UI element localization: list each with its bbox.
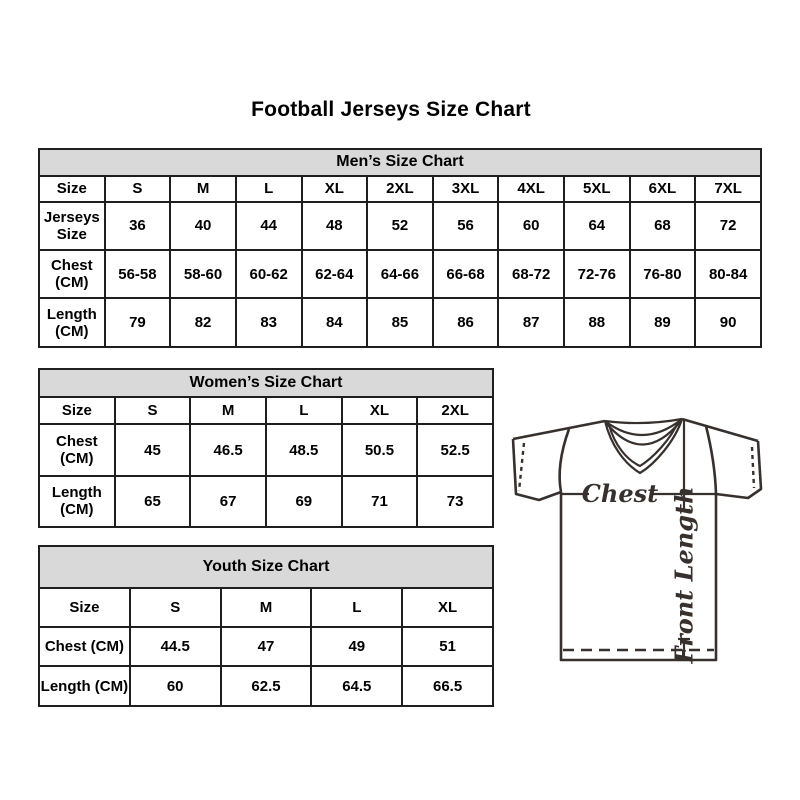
value-cell: 36 <box>105 202 171 250</box>
value-cell: 64-66 <box>367 250 433 298</box>
value-cell: 88 <box>564 298 630 347</box>
chest-label: Chest <box>581 479 659 508</box>
header-cell: M <box>190 397 266 424</box>
header-cell: Length (CM) <box>39 666 130 706</box>
value-cell: 87 <box>498 298 564 347</box>
header-cell: S <box>115 397 191 424</box>
womens-size-chart-section <box>38 368 494 528</box>
table-title-row <box>39 149 761 176</box>
value-cell: 79 <box>105 298 171 347</box>
header-cell: Chest (CM) <box>39 424 115 475</box>
jersey-right-shoulder <box>682 419 758 441</box>
value-cell: 89 <box>630 298 696 347</box>
value-cell: 51 <box>402 627 493 666</box>
header-cell: Jerseys Size <box>39 202 105 250</box>
header-cell: S <box>130 588 221 627</box>
value-cell: 65 <box>115 476 191 527</box>
value-cell: 60-62 <box>236 250 302 298</box>
value-cell: 45 <box>115 424 191 475</box>
value-cell: 44.5 <box>130 627 221 666</box>
value-cell: 62-64 <box>302 250 368 298</box>
header-cell: Size <box>39 176 105 202</box>
value-cell: 72 <box>695 202 761 250</box>
value-cell: 82 <box>170 298 236 347</box>
table-row <box>39 176 761 202</box>
header-cell: L <box>311 588 402 627</box>
jersey-right-sleeve <box>716 441 761 498</box>
table-row <box>39 298 761 347</box>
jersey-right-cuff-dashed-line <box>752 447 754 488</box>
value-cell: 58-60 <box>170 250 236 298</box>
header-cell: XL <box>402 588 493 627</box>
value-cell: 47 <box>221 627 312 666</box>
value-cell: 84 <box>302 298 368 347</box>
value-cell: 66.5 <box>402 666 493 706</box>
womens-size-table <box>38 368 494 528</box>
jersey-collar-top-edge <box>605 419 682 423</box>
youth-size-chart-section <box>38 545 494 707</box>
header-cell: 4XL <box>498 176 564 202</box>
header-cell: 5XL <box>564 176 630 202</box>
table-row <box>39 666 493 706</box>
value-cell: 72-76 <box>564 250 630 298</box>
value-cell: 44 <box>236 202 302 250</box>
value-cell: 62.5 <box>221 666 312 706</box>
header-cell: 3XL <box>433 176 499 202</box>
value-cell: 56-58 <box>105 250 171 298</box>
jersey-left-armhole <box>560 429 569 492</box>
jersey-measurement-diagram <box>503 410 771 666</box>
table-row <box>39 588 493 627</box>
table-title-row <box>39 369 493 397</box>
header-cell: XL <box>302 176 368 202</box>
header-cell: L <box>236 176 302 202</box>
value-cell: 76-80 <box>630 250 696 298</box>
value-cell: 49 <box>311 627 402 666</box>
jersey-right-armhole <box>706 426 716 494</box>
header-cell: Length (CM) <box>39 476 115 527</box>
value-cell: 68 <box>630 202 696 250</box>
header-cell: Size <box>39 588 130 627</box>
value-cell: 52 <box>367 202 433 250</box>
value-cell: 80-84 <box>695 250 761 298</box>
header-cell: M <box>221 588 312 627</box>
header-cell: S <box>105 176 171 202</box>
header-cell: Size <box>39 397 115 424</box>
table-row <box>39 397 493 424</box>
table-title: Women’s Size Chart <box>39 369 493 397</box>
jersey-left-cuff-dashed-line <box>519 443 524 491</box>
value-cell: 52.5 <box>417 424 493 475</box>
value-cell: 86 <box>433 298 499 347</box>
table-row <box>39 202 761 250</box>
header-cell: M <box>170 176 236 202</box>
value-cell: 90 <box>695 298 761 347</box>
value-cell: 40 <box>170 202 236 250</box>
value-cell: 50.5 <box>342 424 418 475</box>
value-cell: 73 <box>417 476 493 527</box>
table-row <box>39 250 761 298</box>
header-cell: 2XL <box>417 397 493 424</box>
value-cell: 85 <box>367 298 433 347</box>
value-cell: 66-68 <box>433 250 499 298</box>
value-cell: 71 <box>342 476 418 527</box>
value-cell: 60 <box>130 666 221 706</box>
table-title: Men’s Size Chart <box>39 149 761 176</box>
jersey-collar-band-arc-2 <box>607 422 680 445</box>
value-cell: 67 <box>190 476 266 527</box>
value-cell: 56 <box>433 202 499 250</box>
header-cell: L <box>266 397 342 424</box>
header-cell: 2XL <box>367 176 433 202</box>
value-cell: 64.5 <box>311 666 402 706</box>
header-cell: 7XL <box>695 176 761 202</box>
value-cell: 83 <box>236 298 302 347</box>
table-title-row <box>39 546 493 588</box>
front-length-label: Front Length <box>669 486 699 664</box>
mens-size-table <box>38 148 762 348</box>
value-cell: 48.5 <box>266 424 342 475</box>
page-title: Football Jerseys Size Chart <box>251 98 531 121</box>
value-cell: 64 <box>564 202 630 250</box>
mens-size-chart-section <box>38 148 762 348</box>
header-cell: 6XL <box>630 176 696 202</box>
value-cell: 69 <box>266 476 342 527</box>
value-cell: 68-72 <box>498 250 564 298</box>
header-cell: Chest (CM) <box>39 627 130 666</box>
table-title: Youth Size Chart <box>39 546 493 588</box>
youth-size-table <box>38 545 494 707</box>
table-row <box>39 476 493 527</box>
jersey-left-shoulder <box>513 421 605 439</box>
value-cell: 48 <box>302 202 368 250</box>
table-row <box>39 627 493 666</box>
header-cell: XL <box>342 397 418 424</box>
header-cell: Chest (CM) <box>39 250 105 298</box>
header-cell: Length (CM) <box>39 298 105 347</box>
value-cell: 60 <box>498 202 564 250</box>
table-row <box>39 424 493 475</box>
value-cell: 46.5 <box>190 424 266 475</box>
